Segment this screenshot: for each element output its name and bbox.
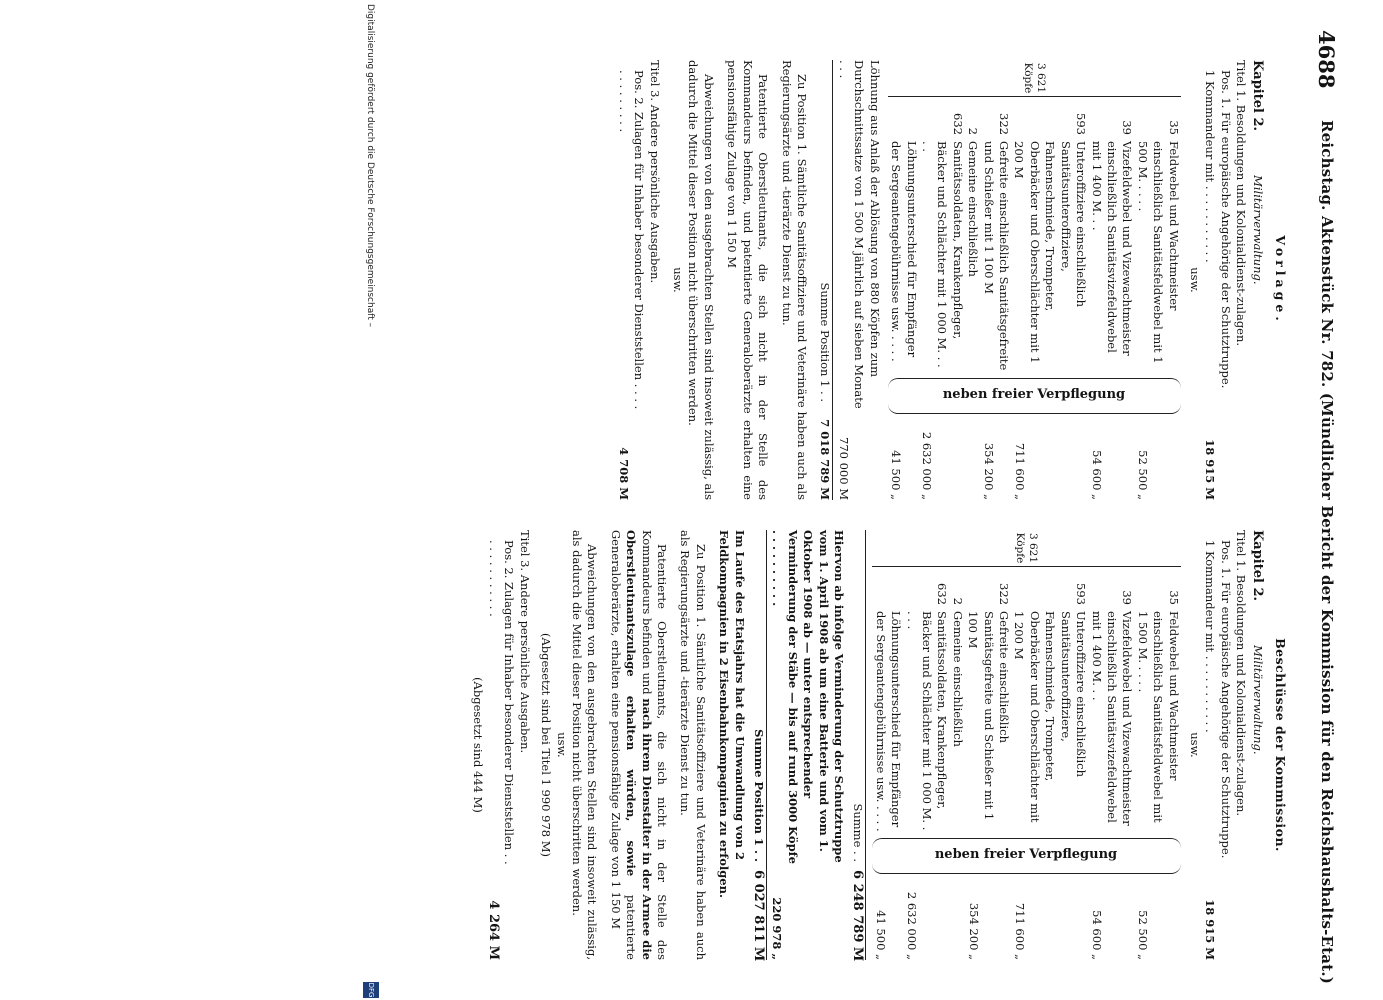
column-heading: Vorlage. <box>1273 235 1288 325</box>
dfg-logo: DFG <box>363 982 379 998</box>
personnel-row <box>872 573 903 832</box>
personnel-items <box>872 566 1180 960</box>
titel-line: Titel 1. Besoldungen und Kolonialdienst-zulagen. <box>1234 60 1249 347</box>
personnel-description: Gemeine einschließlich Sanitätssoldaten, Krankenpfleger, Bäcker und Schlächter mit 1 000 M. . . . . <box>920 141 981 368</box>
kapitel-heading <box>1249 530 1264 960</box>
summe-position-row <box>751 530 767 960</box>
personnel-amount: 711 600 „ <box>1012 902 1027 960</box>
personnel-description: Löhnungsunterschied für Empfänger der Sergeantengebührnisse usw. . . . . <box>889 141 919 362</box>
usw-text-2: usw. <box>671 267 686 293</box>
personnel-count: 2 632 <box>950 113 981 135</box>
curly-brace <box>888 378 1181 414</box>
pos2-amount: 4 264 M <box>485 900 501 960</box>
abgesetzt-note-1: (Abgesetzt sind bei Titel 1 990 978 M) <box>539 632 554 858</box>
kapitel-subtitle: Militärverwaltung. <box>1250 175 1265 285</box>
personnel-count: 39 <box>1120 120 1135 135</box>
personnel-row <box>1011 573 1088 832</box>
pos2-row <box>615 60 646 500</box>
note-patentierte <box>607 530 669 960</box>
summe-position-amount: 6 027 811 M <box>751 870 766 962</box>
im-laufe-text: Im Laufe des Etatsjahrs hat die Umwandlung von 2 Feldkompagnien in 2 Eisenbahnkompagnien zu erfolgen. <box>717 530 747 898</box>
personnel-amount: 2 632 000 „ <box>919 431 934 500</box>
kapitel-label: Kapitel 2. <box>1249 530 1265 602</box>
personnel-count: 35 <box>1166 120 1181 135</box>
personnel-amount: 52 500 „ <box>1135 910 1150 960</box>
note-zu-position: Zu Position 1. Sämtliche Sanitätsoffiziere und Veterinäre haben auch als Regierungsärzte und -tierärzte Dienst zu tun. <box>779 60 809 500</box>
personnel-description: Gefreite einschließlich Sanitätsgefreite und Schießer mit 1 100 M <box>981 141 1012 371</box>
note-patentierte-a: Patentierte Oberstleutnants, die sich nicht in der Stelle des Kommandeurs befinden und <box>639 530 669 960</box>
personnel-amount: 2 632 000 „ <box>904 891 919 960</box>
kommandeur-amount: 18 915 M <box>1203 439 1218 500</box>
kommandeur-amount: 18 915 M <box>1203 899 1218 960</box>
personnel-description: Vizefeldwebel und Vizewachtmeister einschließlich Sanitätsvizefeldwebel mit 1 400 M. . . <box>1089 611 1135 826</box>
position-line: Pos. 1. Für europäische Angehörige der Schutztruppe. <box>1218 540 1233 859</box>
personnel-description: Gefreite einschließlich Sanitätsgefreite und Schießer mit 1 100 M <box>966 611 1012 821</box>
personnel-count <box>888 103 919 141</box>
titel-3-line: Titel 3. Andere persönliche Ausgaben. <box>647 60 662 284</box>
note-abweichungen: Abweichungen von den ausgebrachten Stellen sind insoweit zulässig, als dadurch die Mittel dieser Position nicht überschritten werden. <box>569 530 600 960</box>
personnel-count <box>872 573 903 611</box>
personnel-amount: 54 600 „ <box>1089 450 1104 500</box>
note-zu-position: Zu Position 1. Sämtliche Sanitätsoffiziere und Veterinäre haben auch als Regierungsärzte und -tierärzte Dienst zu tun. <box>678 530 708 960</box>
page-header <box>1311 30 1343 985</box>
personnel-description: Unteroffiziere einschließlich Sanitätsunteroffiziere, Fahnenschmiede, Trompeter, Oberbäcker und Oberschlächter mit 1 200 M <box>1012 141 1089 364</box>
personnel-row <box>1088 103 1134 372</box>
note-abweichungen: Abweichungen von den ausgebrachten Stellen sind insoweit zulässig, als dadurch die Mittel dieser Position nicht überschritten werden. <box>686 60 716 500</box>
hiervon-amount: 220 978 „ <box>770 897 785 960</box>
note-patentierte-c: patentierte Generaloberärzte, erhalten eine pensionsfähige Zulage von 1 150 M <box>608 530 639 960</box>
loehnung-text: Löhnung aus Anlaß der Ablösung von 880 Köpfen zum Durchschnittssatze von 1 500 M jährlich auf sieben Monate . . . <box>836 60 882 409</box>
position-line: Pos. 1. Für europäische Angehörige der Schutztruppe. <box>1218 70 1233 389</box>
personnel-description: Feldwebel und Wachtmeister einschließlich Sanitätsfeldwebel mit 1 500 M. . . . . <box>1135 141 1181 364</box>
pos2-text: Pos. 2. Zulagen für Inhaber besonderer Dienststellen . . . . . . . . . . . . . <box>486 540 517 865</box>
column-beschluesse <box>470 530 1288 960</box>
personnel-row <box>1011 103 1088 372</box>
personnel-amount: 41 500 „ <box>873 910 888 960</box>
hiervon-text: Hiervon ab infolge Verminderung der Schutztruppe vom 1. April 1908 ab um eine Batterie und vom 1. Oktober 1908 ab — unter entsprechender Verminderung der Stäbe — bis auf rund 3000 Köpfe . . . . . . . . . . <box>770 530 847 864</box>
titel-3-line: Titel 3. Andere persönliche Ausgaben. <box>517 530 532 754</box>
footer-strip <box>355 0 383 1000</box>
pos2-row <box>486 530 517 960</box>
kommandeur-row <box>1202 530 1217 960</box>
personnel-description: Gemeine einschließlich Sanitätssoldaten, Krankenpfleger, Bäcker und Schlächter mit 1 000 M. . . . . <box>904 611 965 831</box>
personnel-row <box>1088 573 1134 832</box>
usw-text: usw. <box>1187 732 1202 758</box>
personnel-count: 593 <box>1074 583 1089 605</box>
note-patentierte: Patentierte Oberstleutnants, die sich nicht in der Stelle des Kommandeurs befinden, und patentierte Generaloberärzte erhalten eine pensionsfähige Zulage von 1 150 M <box>725 60 771 500</box>
loehnung-amount: 770 000 M <box>836 437 851 500</box>
personnel-amount: 354 200 „ <box>981 442 996 500</box>
brace-label: neben freier Verpflegung <box>942 387 1126 402</box>
hiervon-row <box>769 530 846 960</box>
personnel-row <box>1134 573 1180 832</box>
abgesetzt-note-2: (Abgesetzt sind 444 M) <box>471 677 486 813</box>
summe-row <box>850 530 866 960</box>
kommandeur-row <box>1202 60 1217 500</box>
personnel-row <box>1134 103 1180 372</box>
personnel-row <box>965 573 1011 832</box>
pos2-amount: 4 708 M <box>616 447 631 500</box>
personnel-amount: 52 500 „ <box>1135 450 1150 500</box>
curly-brace <box>872 838 1180 874</box>
summe-label: Summe . . <box>851 803 866 862</box>
personnel-amount: 54 600 „ <box>1089 910 1104 960</box>
personnel-description: Vizefeldwebel und Vizewachtmeister einschließlich Sanitätsvizefeldwebel mit 1 400 M. . . <box>1089 141 1135 356</box>
koepfe-label: 3 621 Köpfe <box>1014 532 1040 564</box>
personnel-description: Feldwebel und Wachtmeister einschließlich Sanitätsfeldwebel mit 1 500 M. . . . . <box>1135 611 1181 823</box>
usw-text-2: usw. <box>554 732 569 758</box>
personnel-count: 593 <box>1074 113 1089 135</box>
personnel-count: 35 <box>1166 590 1181 605</box>
personnel-amount: 41 500 „ <box>888 450 903 500</box>
personnel-row <box>888 103 919 372</box>
page-number: 4688 <box>1314 30 1339 89</box>
kapitel-heading <box>1249 60 1264 500</box>
personnel-amount: 711 600 „ <box>1012 442 1027 500</box>
personnel-amount: 354 200 „ <box>966 902 981 960</box>
brace-label: neben freier Verpflegung <box>935 847 1118 862</box>
personnel-count: 2 632 <box>935 583 965 605</box>
summe-row <box>817 60 833 500</box>
personnel-description: Unteroffiziere einschließlich Sanitätsunteroffiziere, Fahnenschmiede, Trompeter, Oberbäcker und Oberschlächter mit 1 200 M <box>1012 611 1089 823</box>
personnel-block <box>888 60 1181 500</box>
personnel-description: Löhnungsunterschied für Empfänger der Sergeantengebührnisse usw. . . . . <box>873 611 904 832</box>
personnel-block <box>872 530 1180 960</box>
personnel-row <box>903 573 965 832</box>
column-heading: Beschlüsse der Kommission. <box>1273 638 1288 852</box>
personnel-items <box>888 96 1181 500</box>
note-patentierte-b: nach ihrem Dienstalter in der Armee die Oberstleutnantszulage erhalten würden, sowie <box>624 530 654 961</box>
koepfe-label: 3 621 Köpfe <box>1022 62 1048 94</box>
kapitel-label: Kapitel 2. <box>1249 60 1265 132</box>
personnel-count: 322 <box>997 113 1012 135</box>
usw-text: usw. <box>1187 267 1202 293</box>
personnel-row <box>980 103 1011 372</box>
personnel-row <box>919 103 981 372</box>
personnel-count: 322 <box>997 583 1012 605</box>
page-title: Reichstag. Aktenstück Nr. 782. (Mündlicher Bericht der Kommission für den Reichshaushalts-Etat.) <box>1318 120 1336 985</box>
kapitel-subtitle: Militärverwaltung. <box>1250 645 1265 755</box>
kommandeur-text: 1 Kommandeur mit . . . . . . . . . . . <box>1203 540 1218 733</box>
loehnung-row <box>835 60 881 500</box>
summe-position-label: Summe Position 1 . . <box>752 729 766 862</box>
titel-line: Titel 1. Besoldungen und Kolonialdienst-zulagen. <box>1234 530 1249 817</box>
summe-label: Summe Position 1 . . <box>818 282 833 402</box>
summe-amount: 7 018 789 M <box>818 419 833 500</box>
footer-text: Digitalisierung gefördert durch die Deutsche Forschungsgemeinschaft – <box>365 4 375 328</box>
summe-amount: 6 248 789 M <box>850 870 866 962</box>
kommandeur-text: 1 Kommandeur mit . . . . . . . . . . . <box>1203 70 1218 263</box>
personnel-count: 39 <box>1120 590 1135 605</box>
column-vorlage <box>615 60 1288 500</box>
pos2-text: Pos. 2. Zulagen für Inhaber besonderer Dienststellen . . . . . . . . . . . . . <box>616 70 647 410</box>
